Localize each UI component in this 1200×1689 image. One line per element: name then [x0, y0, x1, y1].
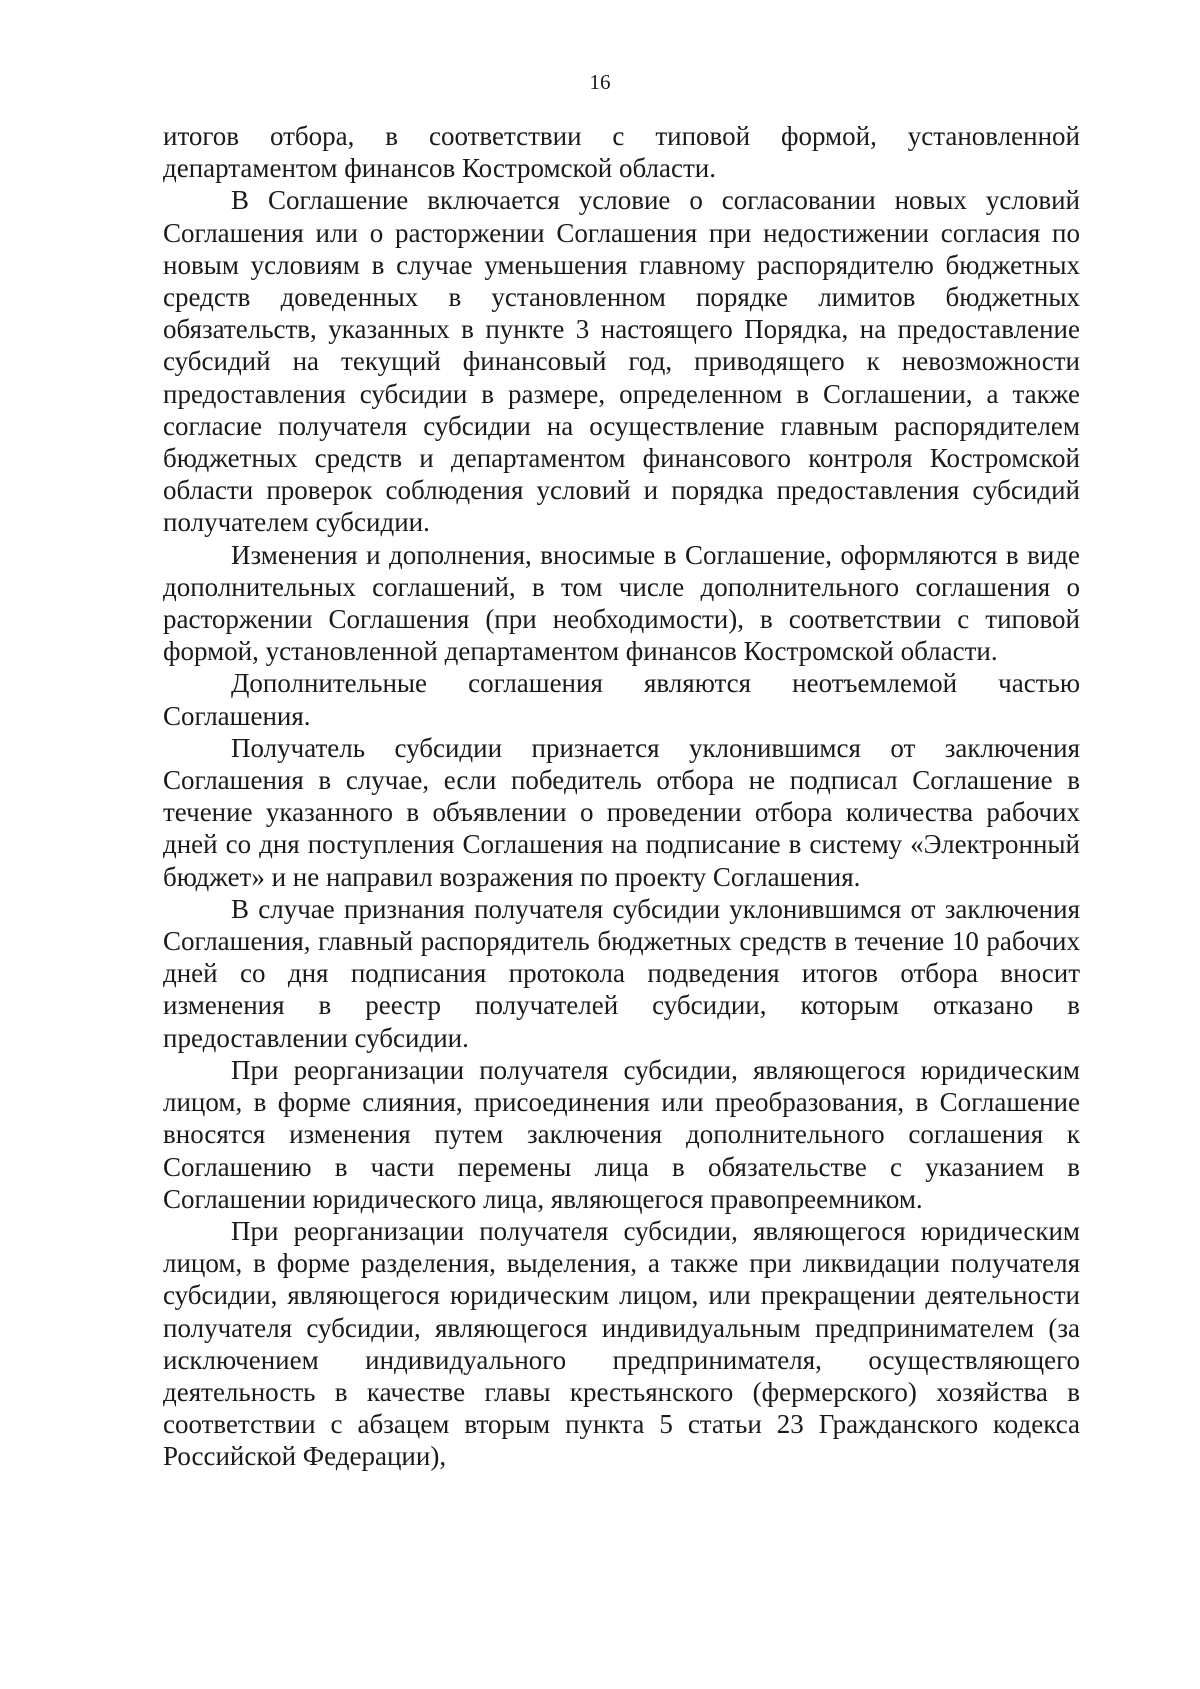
paragraph-reorganization-division: При реорганизации получателя субсидии, являющегося юридическим лицом, в форме разделения, выделения, а также при ликвидации получателя субсидии, являющегося юридическим лицом, или прекращении деятельности получателя субсидии, являющегося индивидуальным предпринимателем (за исключением индивидуального предпринимателя, осуществляющего деятельность в качестве главы крестьянского (фермерского) хозяйства в соответствии с абзацем вторым пункта 5 статьи 23 Гражданского кодекса Российской Федерации),	[163, 1215, 1080, 1472]
paragraph-continuation: итогов отбора, в соответствии с типовой формой, установленной департаментом финансов Костромской области.	[163, 121, 1080, 184]
page-number: 16	[589, 70, 611, 94]
paragraph-evasion: Получатель субсидии признается уклонившимся от заключения Соглашения в случае, если победитель отбора не подписал Соглашение в течение указанного в объявлении о проведении отбора количества рабочих дней со дня поступления Соглашения на подписание в систему «Электронный бюджет» и не направил возражения по проекту Соглашения.	[163, 732, 1080, 892]
document-body	[163, 120, 1080, 1473]
paragraph-evasion-registry: В случае признания получателя субсидии уклонившимся от заключения Соглашения, главный распорядитель бюджетных средств в течение 10 рабочих дней со дня подписания протокола подведения итогов отбора вносит изменения в реестр получателей субсидии, которым отказано в предоставлении субсидии.	[163, 893, 1080, 1053]
paragraph-agreement-conditions: В Соглашение включается условие о согласовании новых условий Соглашения или о расторжении Соглашения при недостижении согласия по новым условиям в случае уменьшения главному распорядителю бюджетных средств доведенных в установленном порядке лимитов бюджетных обязательств, указанных в пункте 3 настоящего Порядка, на предоставление субсидий на текущий финансовый год, приводящего к невозможности предоставления субсидии в размере, определенном в Соглашении, а также согласие получателя субсидии на осуществление главным распорядителем бюджетных средств и департаментом финансового контроля Костромской области проверок соблюдения условий и порядка предоставления субсидий получателем субсидии.	[163, 185, 1080, 538]
paragraph-amendments: Изменения и дополнения, вносимые в Соглашение, оформляются в виде дополнительных соглашений, в том числе дополнительного соглашения о расторжении Соглашения (при необходимости), в соответствии с типовой формой, установленной департаментом финансов Костромской области.	[163, 539, 1080, 667]
paragraph-additional-agreements: Дополнительные соглашения являются неотъемлемой частью Соглашения.	[163, 668, 1080, 731]
paragraph-reorganization-merger: При реорганизации получателя субсидии, являющегося юридическим лицом, в форме слияния, присоединения или преобразования, в Соглашение вносятся изменения путем заключения дополнительного соглашения к Соглашению в части перемены лица в обязательстве с указанием в Соглашении юридического лица, являющегося правопреемником.	[163, 1054, 1080, 1214]
